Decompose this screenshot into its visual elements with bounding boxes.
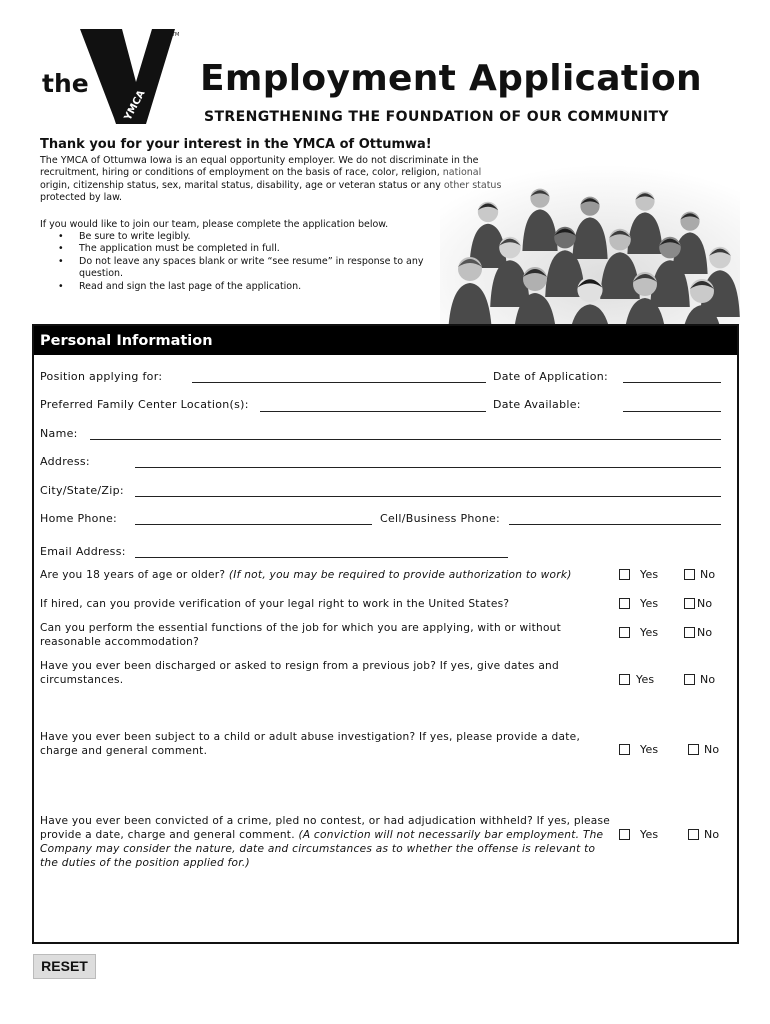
yes-label: Yes <box>640 597 659 610</box>
question-18-or-older <box>40 568 615 582</box>
no-label: No <box>704 828 720 841</box>
family-center-label: Preferred Family Center Location(s): <box>40 398 249 411</box>
join-instructions: If you would like to join our team, please complete the application below. <box>40 219 389 230</box>
question-text: Have you ever been subject to a child or adult abuse investigation? If yes, please provide a date, charge and general comment. <box>40 731 581 757</box>
instruction-list <box>58 231 428 293</box>
work-verification-no-checkbox[interactable] <box>684 598 695 609</box>
name-field[interactable] <box>90 439 721 440</box>
page-subtitle: STRENGTHENING THE FOUNDATION OF OUR COMMUNITY <box>204 109 669 125</box>
city-state-zip-field[interactable] <box>135 496 721 497</box>
no-label: No <box>697 626 713 639</box>
question-text: Are you 18 years of age or older? <box>40 569 229 581</box>
question-text: Have you ever been convicted of a crime, pled no contest, or had adjudication withheld? If yes, please provide a date, charge and general comment. <box>40 815 611 841</box>
yes-label: Yes <box>640 743 659 756</box>
logo-the-text: the <box>42 69 89 98</box>
question-essential-functions <box>40 621 615 649</box>
abuse-investigation-yes-checkbox[interactable] <box>619 744 630 755</box>
yes-label: Yes <box>640 626 659 639</box>
question-note: (A conviction will not necessarily bar employment. The Company may consider the nature, date and circumstances as to whether the offense is relevant to the duties of the position applied for.) <box>40 829 604 869</box>
reset-button[interactable]: RESET <box>33 954 96 979</box>
address-field[interactable] <box>135 467 721 468</box>
home-phone-field[interactable] <box>135 524 372 525</box>
abuse-investigation-no-checkbox[interactable] <box>688 744 699 755</box>
instruction-item: • Be sure to write legibly. <box>58 231 428 243</box>
yes-label: Yes <box>636 673 655 686</box>
work-verification-yes-checkbox[interactable] <box>619 598 630 609</box>
instruction-item: • Do not leave any spaces blank or write “see resume” in response to any question. <box>58 256 428 281</box>
18-or-older-yes-checkbox[interactable] <box>619 569 630 580</box>
convicted-no-checkbox[interactable] <box>688 829 699 840</box>
18-or-older-no-checkbox[interactable] <box>684 569 695 580</box>
thanks-heading: Thank you for your interest in the YMCA of Ottumwa! <box>40 137 432 152</box>
essential-functions-no-checkbox[interactable] <box>684 627 695 638</box>
question-convicted <box>40 814 615 870</box>
discharged-yes-checkbox[interactable] <box>619 674 630 685</box>
question-text: If hired, can you provide verification of your legal right to work in the United States? <box>40 598 510 610</box>
question-text: Have you ever been discharged or asked to resign from a previous job? If yes, give dates and circumstances. <box>40 660 559 686</box>
no-label: No <box>697 597 713 610</box>
no-label: No <box>700 673 716 686</box>
yes-label: Yes <box>640 568 659 581</box>
essential-functions-yes-checkbox[interactable] <box>619 627 630 638</box>
question-note: (If not, you may be required to provide authorization to work) <box>228 569 572 581</box>
yes-label: Yes <box>640 828 659 841</box>
question-abuse-investigation <box>40 730 615 758</box>
name-label: Name: <box>40 427 78 440</box>
email-field[interactable] <box>135 557 508 558</box>
date-of-application-label: Date of Application: <box>493 370 609 383</box>
question-text: Can you perform the essential functions of the job for which you are applying, with or without reasonable accommodation? <box>40 622 562 648</box>
question-discharged <box>40 659 615 687</box>
staff-group-photo <box>440 165 740 325</box>
section-title: Personal Information <box>40 333 213 349</box>
page-title: Employment Application <box>200 58 702 99</box>
no-label: No <box>704 743 720 756</box>
position-field[interactable] <box>192 382 486 383</box>
city-state-zip-label: City/State/Zip: <box>40 484 124 497</box>
eeo-statement: The YMCA of Ottumwa Iowa is an equal opportunity employer. We do not discriminate in the recruitment, hiring or conditions of employment on the basis of race, color, religion, national origin, citizenship status, sex, marital status, disability, age or veteran status or any other status protected by law. <box>40 155 502 204</box>
cell-phone-label: Cell/Business Phone: <box>380 512 501 525</box>
date-available-label: Date Available: <box>493 398 581 411</box>
discharged-no-checkbox[interactable] <box>684 674 695 685</box>
instruction-item: • Read and sign the last page of the application. <box>58 281 428 293</box>
address-label: Address: <box>40 455 90 468</box>
logo-tm-text: TM <box>172 32 180 38</box>
email-label: Email Address: <box>40 545 126 558</box>
family-center-field[interactable] <box>260 411 486 412</box>
instruction-item: • The application must be completed in full. <box>58 243 428 255</box>
date-of-application-field[interactable] <box>623 382 721 383</box>
cell-phone-field[interactable] <box>509 524 721 525</box>
position-label: Position applying for: <box>40 370 163 383</box>
logo-ymca-text: YMCA <box>122 88 148 123</box>
no-label: No <box>700 568 716 581</box>
question-work-verification <box>40 597 615 611</box>
date-available-field[interactable] <box>623 411 721 412</box>
convicted-yes-checkbox[interactable] <box>619 829 630 840</box>
home-phone-label: Home Phone: <box>40 512 118 525</box>
ymca-logo <box>38 24 188 134</box>
